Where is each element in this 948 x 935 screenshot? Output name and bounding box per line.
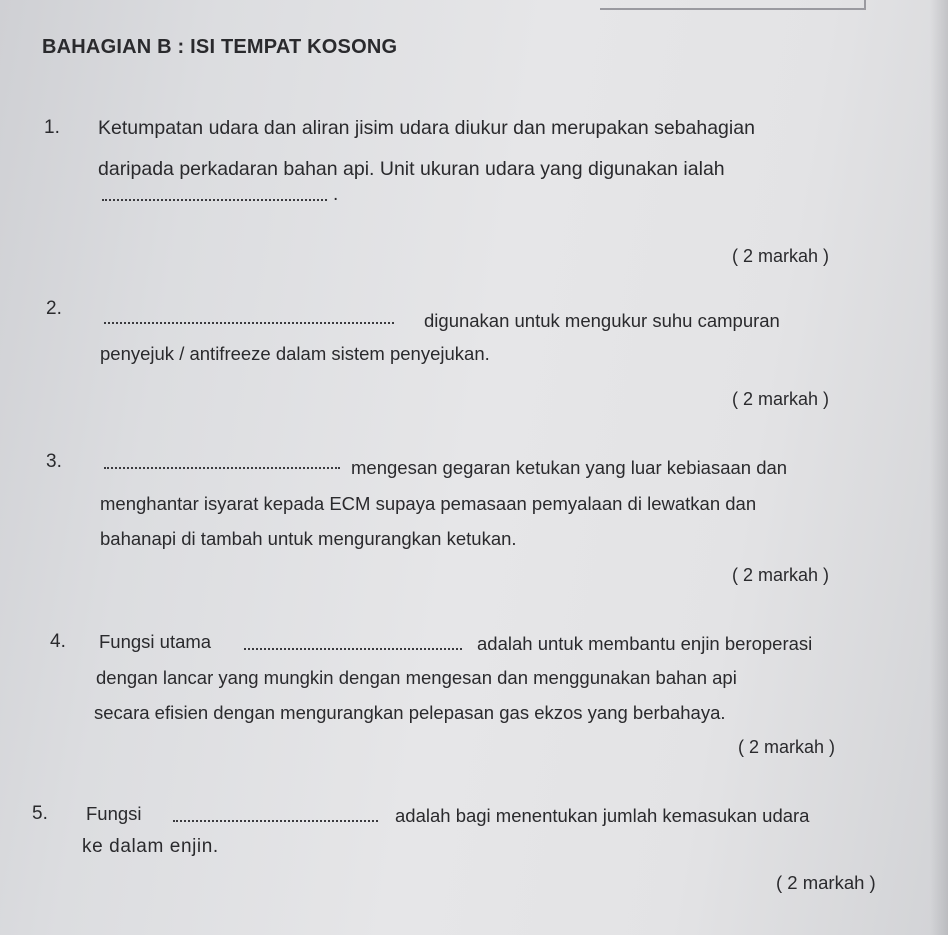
question-3-line-1: mengesan gegaran ketukan yang luar kebiasaan dan [351, 457, 788, 478]
top-border-corner [864, 0, 866, 10]
section-heading: BAHAGIAN B : ISI TEMPAT KOSONG [42, 36, 398, 58]
question-4-answer-blank[interactable] [244, 648, 462, 650]
question-5-line-1: Fungsi [86, 803, 142, 824]
question-5-line-1-cont: adalah bagi menentukan jumlah kemasukan udara [395, 805, 810, 826]
question-2-line-2: penyejuk / antifreeze dalam sistem penyejukan. [100, 343, 490, 364]
question-4-marks: ( 2 markah ) [738, 737, 836, 757]
question-5-answer-blank[interactable] [173, 820, 378, 822]
question-5-line-2: ke dalam enjin. [82, 836, 219, 857]
question-3-marks: ( 2 markah ) [732, 565, 830, 585]
question-1-marks: ( 2 markah ) [732, 246, 830, 266]
question-2-marks: ( 2 markah ) [732, 389, 830, 409]
question-4-line-1-cont: adalah untuk membantu enjin beroperasi [477, 633, 813, 654]
question-1-number: 1. [44, 117, 60, 138]
question-2-answer-blank[interactable] [104, 322, 394, 324]
question-1-line-end: . [333, 184, 339, 205]
question-3-line-2: menghantar isyarat kepada ECM supaya pemasaan pemyalaan di lewatkan dan [100, 493, 757, 514]
page-edge-shadow [930, 0, 948, 935]
question-5-marks: ( 2 markah ) [776, 872, 876, 893]
question-3-answer-blank[interactable] [104, 467, 340, 469]
question-1-answer-blank[interactable] [102, 199, 327, 201]
question-2-line-1: digunakan untuk mengukur suhu campuran [424, 310, 780, 331]
question-1-line-1: Ketumpatan udara dan aliran jisim udara diukur dan merupakan sebahagian [98, 117, 755, 139]
question-3-line-3: bahanapi di tambah untuk mengurangkan ketukan. [100, 528, 517, 549]
question-4-line-3: secara efisien dengan mengurangkan pelepasan gas ekzos yang berbahaya. [94, 702, 726, 723]
question-4-line-1: Fungsi utama [99, 631, 212, 652]
question-2-number: 2. [46, 298, 62, 319]
question-5-number: 5. [32, 803, 48, 824]
question-1-line-2: daripada perkadaran bahan api. Unit ukuran udara yang digunakan ialah [98, 158, 725, 180]
question-3-number: 3. [46, 451, 62, 472]
top-border-line [600, 8, 865, 10]
question-4-line-2: dengan lancar yang mungkin dengan mengesan dan menggunakan bahan api [96, 667, 737, 688]
question-4-number: 4. [50, 631, 66, 652]
